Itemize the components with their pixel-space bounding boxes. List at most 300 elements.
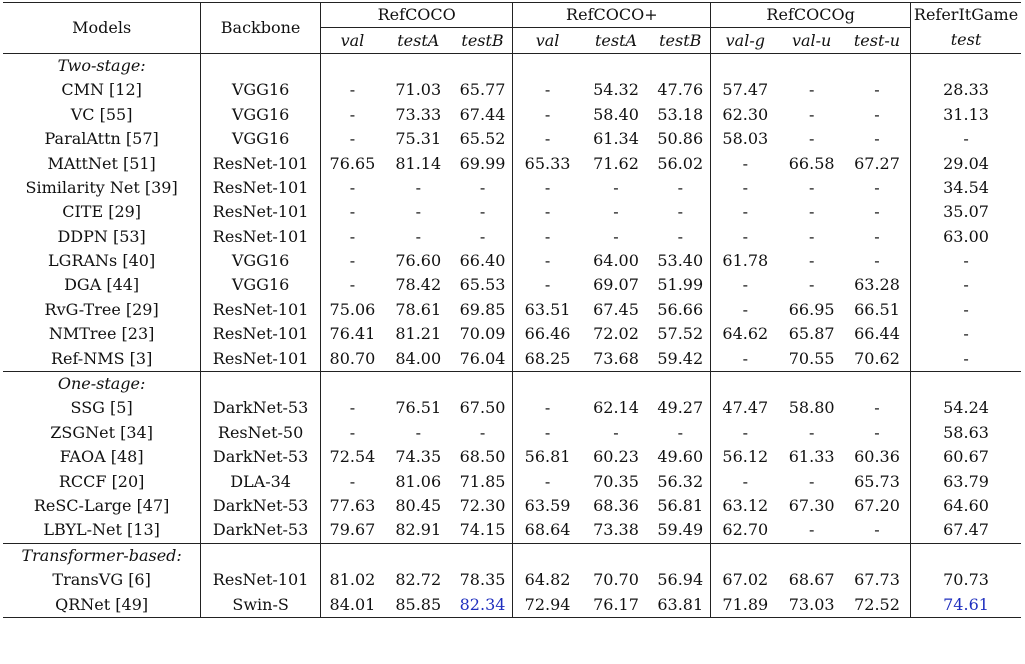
score-cell: - (650, 225, 710, 249)
score-cell: 59.49 (650, 518, 710, 543)
score-cell: 53.40 (650, 249, 710, 273)
score-cell: 60.67 (943, 447, 989, 467)
score-cell: 58.40 (593, 104, 639, 124)
score-cell: - (453, 421, 513, 445)
score-cell: - (544, 471, 551, 491)
score-cell: 80.45 (395, 496, 442, 515)
subcol-header: val-u (791, 30, 832, 50)
score-cell: - (544, 251, 551, 271)
table-row (3, 518, 1021, 543)
header-models: Models (3, 3, 201, 54)
score-cell: - (742, 422, 748, 442)
score-cell: 72.52 (844, 592, 911, 617)
score-cell: 66.44 (844, 322, 911, 346)
score-cell: 67.47 (943, 520, 989, 540)
score-cell: - (844, 249, 911, 273)
table-row (3, 592, 1021, 617)
score-cell: - (808, 520, 815, 540)
model-name: LBYL-Net [13] (3, 518, 201, 543)
score-cell: 56.02 (650, 151, 710, 175)
header-group-refcocog: RefCOCOg (711, 3, 911, 28)
score-cell: 57.52 (650, 322, 710, 346)
backbone-name: VGG16 (201, 273, 321, 297)
section-filler-cell (844, 53, 911, 78)
backbone-name: VGG16 (201, 78, 321, 102)
score-cell: 64.62 (722, 324, 769, 344)
score-cell: 67.45 (593, 299, 639, 319)
score-cell: 68.25 (524, 348, 571, 368)
score-cell: - (844, 200, 911, 224)
section-title: Transformer-based: (3, 543, 201, 568)
backbone-name: ResNet-101 (201, 346, 321, 371)
score-cell: - (544, 275, 551, 295)
model-name: ReSC-Large [47] (3, 494, 201, 518)
score-cell: 56.66 (650, 298, 710, 322)
model-name: ZSGNet [34] (3, 421, 201, 445)
score-cell: - (544, 202, 551, 222)
score-cell: - (742, 471, 748, 491)
score-cell: 72.30 (453, 494, 513, 518)
score-cell: 71.03 (395, 80, 442, 100)
section-filler-cell (711, 371, 780, 396)
score-cell: 76.41 (329, 324, 376, 344)
score-cell: - (650, 200, 710, 224)
score-cell: 58.63 (943, 422, 989, 442)
score-cell: 70.70 (593, 570, 639, 590)
backbone-name: DarkNet-53 (201, 396, 321, 420)
score-cell: 53.18 (650, 103, 710, 127)
model-name: CMN [12] (3, 78, 201, 102)
score-cell: 66.51 (844, 298, 911, 322)
score-cell: 71.62 (593, 153, 639, 173)
score-cell: 69.99 (453, 151, 513, 175)
score-cell: 75.31 (395, 129, 442, 149)
score-cell: - (963, 348, 969, 368)
section-filler-cell (779, 543, 844, 568)
table-row (3, 568, 1021, 592)
score-cell: - (808, 471, 815, 491)
table-row (3, 78, 1021, 102)
score-cell: - (742, 177, 748, 197)
section-filler-cell (650, 371, 710, 396)
model-name: NMTree [23] (3, 322, 201, 346)
score-cell: 69.07 (593, 275, 639, 295)
model-name: MAttNet [51] (3, 151, 201, 175)
score-cell: - (349, 177, 356, 197)
score-cell: - (963, 299, 969, 319)
score-cell: 61.78 (722, 251, 769, 271)
score-cell: 67.30 (788, 496, 835, 515)
score-cell: 72.94 (513, 592, 582, 617)
table-row (3, 298, 1021, 322)
header-group-referitgame: ReferItGame (911, 3, 1021, 28)
subcol-header: testB (650, 28, 710, 53)
score-cell: 47.76 (650, 78, 710, 102)
backbone-name: DarkNet-53 (201, 445, 321, 469)
section-filler-cell (650, 543, 710, 568)
score-cell: 66.95 (788, 299, 835, 319)
score-cell: - (963, 275, 969, 295)
score-cell: 65.53 (453, 273, 513, 297)
score-cell: - (844, 176, 911, 200)
header-row-groups (3, 3, 1021, 28)
score-cell: - (808, 104, 815, 124)
score-cell: 66.58 (788, 153, 835, 173)
score-cell: - (963, 251, 969, 271)
score-cell: - (742, 348, 748, 368)
score-cell: 56.81 (524, 447, 571, 467)
score-cell: - (844, 396, 911, 420)
score-cell: - (349, 422, 356, 442)
score-cell: - (453, 200, 513, 224)
score-cell: - (808, 275, 815, 295)
table-row (3, 249, 1021, 273)
table-row (3, 225, 1021, 249)
table-row (3, 469, 1021, 493)
model-name: CITE [29] (3, 200, 201, 224)
score-cell: - (963, 129, 969, 149)
section-row (3, 53, 1021, 78)
score-cell: - (808, 226, 815, 246)
score-cell: - (544, 422, 551, 442)
score-cell: - (613, 177, 619, 197)
table-row (3, 445, 1021, 469)
table-row (3, 200, 1021, 224)
score-cell: - (650, 421, 710, 445)
score-cell: - (808, 177, 815, 197)
model-name: DGA [44] (3, 273, 201, 297)
score-cell: 62.14 (593, 398, 639, 418)
section-filler-cell (711, 543, 780, 568)
model-name: DDPN [53] (3, 225, 201, 249)
score-cell: 78.35 (453, 568, 513, 592)
score-cell: - (415, 202, 421, 222)
score-cell: 63.59 (524, 496, 571, 515)
score-cell: - (808, 80, 815, 100)
section-filler-cell (453, 371, 513, 396)
model-name: SSG [5] (3, 396, 201, 420)
table-row (3, 151, 1021, 175)
table-row (3, 494, 1021, 518)
backbone-name: ResNet-50 (201, 421, 321, 445)
score-cell: 60.36 (844, 445, 911, 469)
score-cell: - (453, 225, 513, 249)
backbone-name: ResNet-101 (201, 568, 321, 592)
score-cell: 70.55 (788, 348, 835, 368)
model-name: RCCF [20] (3, 469, 201, 493)
backbone-name: ResNet-101 (201, 200, 321, 224)
backbone-name: DLA-34 (201, 469, 321, 493)
score-cell: 76.65 (329, 153, 376, 173)
score-cell: - (808, 129, 815, 149)
section-title: Two-stage: (3, 53, 201, 78)
score-cell: 70.09 (453, 322, 513, 346)
score-cell: 68.50 (453, 445, 513, 469)
model-name: FAOA [48] (3, 445, 201, 469)
score-cell: - (742, 226, 748, 246)
results-table-container (0, 2, 1023, 662)
score-cell: 71.85 (453, 469, 513, 493)
score-cell: 73.38 (593, 520, 639, 540)
score-cell: 79.67 (329, 520, 376, 540)
section-filler-cell (711, 53, 780, 78)
score-cell: 68.67 (788, 570, 835, 590)
score-cell: 65.33 (524, 153, 571, 173)
score-cell: 62.70 (722, 520, 769, 540)
model-name: Ref-NMS [3] (3, 346, 201, 371)
score-cell: 67.20 (844, 494, 911, 518)
score-cell: 49.60 (650, 445, 710, 469)
section-filler-cell (320, 53, 383, 78)
score-cell: 60.23 (593, 447, 639, 467)
score-cell: 34.54 (943, 177, 989, 197)
score-cell: 66.40 (453, 249, 513, 273)
table-row (3, 273, 1021, 297)
backbone-name: Swin-S (201, 592, 321, 617)
score-cell: 70.73 (943, 570, 989, 590)
score-cell: 57.47 (722, 80, 769, 100)
score-cell: 70.35 (593, 471, 639, 491)
section-filler-cell (779, 53, 844, 78)
score-cell: 56.81 (650, 494, 710, 518)
score-cell: 75.06 (329, 299, 376, 319)
score-cell: 78.61 (395, 299, 442, 319)
section-filler-cell (911, 371, 1021, 396)
score-cell: 82.34 (453, 592, 513, 617)
score-cell: 82.91 (395, 520, 442, 540)
score-cell: 54.24 (943, 398, 989, 418)
model-name: TransVG [6] (3, 568, 201, 592)
section-filler-cell (582, 543, 651, 568)
section-filler-cell (384, 371, 453, 396)
table-row (3, 396, 1021, 420)
score-cell: 67.50 (453, 396, 513, 420)
section-row (3, 371, 1021, 396)
score-cell: 47.47 (722, 398, 769, 418)
section-filler-cell (320, 543, 383, 568)
score-cell: - (742, 275, 748, 295)
section-filler-cell (844, 543, 911, 568)
model-name: LGRANs [40] (3, 249, 201, 273)
header-group-refcocoplus: RefCOCO+ (513, 3, 711, 28)
header-backbone: Backbone (201, 3, 321, 54)
score-cell: - (650, 176, 710, 200)
score-cell: 58.80 (788, 398, 835, 418)
score-cell: - (613, 226, 619, 246)
score-cell: 81.02 (329, 570, 376, 590)
section-filler-cell (911, 543, 1021, 568)
score-cell: - (844, 78, 911, 102)
score-cell: - (544, 104, 551, 124)
score-cell: - (808, 251, 815, 271)
model-name: Similarity Net [39] (3, 176, 201, 200)
section-filler-cell (453, 543, 513, 568)
score-cell: - (613, 202, 619, 222)
subcol-header: testB (453, 28, 513, 53)
score-cell: - (349, 129, 356, 149)
score-cell: - (453, 176, 513, 200)
score-cell: 73.33 (395, 104, 442, 124)
score-cell: - (544, 80, 551, 100)
score-cell: - (844, 225, 911, 249)
score-cell: - (544, 226, 551, 246)
score-cell: 65.87 (788, 324, 835, 344)
score-cell: - (349, 251, 356, 271)
score-cell: - (415, 226, 421, 246)
score-cell: - (808, 422, 815, 442)
score-cell: 67.73 (844, 568, 911, 592)
section-filler-cell (844, 371, 911, 396)
score-cell: 63.12 (722, 496, 769, 515)
score-cell: 78.42 (395, 275, 442, 295)
score-cell: 76.04 (453, 346, 513, 371)
model-name: ParalAttn [57] (3, 127, 201, 151)
score-cell: - (844, 518, 911, 543)
score-cell: 84.01 (320, 592, 383, 617)
section-filler-cell (779, 371, 844, 396)
model-name: VC [55] (3, 103, 201, 127)
score-cell: 65.52 (453, 127, 513, 151)
score-cell: 63.28 (844, 273, 911, 297)
score-cell: 35.07 (943, 202, 989, 222)
section-filler-cell (384, 53, 453, 78)
score-cell: - (349, 104, 356, 124)
score-cell: 64.00 (593, 251, 639, 271)
score-cell: 49.27 (650, 396, 710, 420)
score-cell: 67.44 (453, 103, 513, 127)
backbone-name: VGG16 (201, 103, 321, 127)
score-cell: 74.15 (453, 518, 513, 543)
score-cell: - (963, 324, 969, 344)
score-cell: 81.06 (395, 471, 442, 491)
score-cell: - (349, 275, 356, 295)
results-body (3, 53, 1021, 617)
score-cell: 76.17 (582, 592, 651, 617)
score-cell: - (415, 177, 421, 197)
score-cell: - (349, 398, 356, 418)
backbone-name: ResNet-101 (201, 151, 321, 175)
subcol-header: val-g (725, 30, 765, 50)
section-filler-cell (513, 543, 582, 568)
score-cell: - (349, 226, 356, 246)
score-cell: 73.03 (779, 592, 844, 617)
backbone-name: ResNet-101 (201, 176, 321, 200)
score-cell: 71.89 (711, 592, 780, 617)
score-cell: 85.85 (384, 592, 453, 617)
score-cell: 63.51 (524, 299, 571, 319)
score-cell: 72.54 (329, 447, 376, 467)
score-cell: - (844, 103, 911, 127)
section-filler-cell (582, 371, 651, 396)
score-cell: 76.51 (395, 398, 442, 418)
score-cell: 68.36 (593, 496, 639, 515)
score-cell: 50.86 (650, 127, 710, 151)
score-cell: 61.34 (593, 129, 639, 149)
section-filler-cell (650, 53, 710, 78)
score-cell: - (742, 153, 748, 173)
score-cell: 76.60 (395, 251, 442, 271)
score-cell: - (415, 422, 421, 442)
subcol-header: test-u (844, 28, 911, 53)
score-cell: 81.21 (395, 324, 442, 344)
section-filler-cell (582, 53, 651, 78)
score-cell: 61.33 (788, 447, 835, 467)
score-cell: 63.79 (943, 471, 989, 491)
score-cell: 64.82 (524, 570, 571, 590)
table-row (3, 103, 1021, 127)
section-filler-cell (513, 371, 582, 396)
score-cell: 28.33 (943, 80, 989, 100)
score-cell: 54.32 (593, 80, 639, 100)
backbone-name: VGG16 (201, 127, 321, 151)
score-cell: - (844, 421, 911, 445)
score-cell: 74.61 (911, 592, 1021, 617)
score-cell: 72.02 (593, 324, 639, 344)
score-cell: 62.30 (722, 104, 769, 124)
section-filler-cell (320, 371, 383, 396)
score-cell: 80.70 (329, 348, 376, 368)
backbone-name: ResNet-101 (201, 322, 321, 346)
backbone-name: DarkNet-53 (201, 518, 321, 543)
score-cell: - (544, 129, 551, 149)
score-cell: 81.14 (395, 153, 442, 173)
score-cell: 65.73 (844, 469, 911, 493)
section-filler-cell (453, 53, 513, 78)
score-cell: 73.68 (593, 348, 639, 368)
score-cell: - (613, 422, 619, 442)
backbone-name: VGG16 (201, 249, 321, 273)
score-cell: 31.13 (943, 104, 989, 124)
results-table (3, 2, 1021, 618)
score-cell: 29.04 (943, 153, 989, 173)
model-name: RvG-Tree [29] (3, 298, 201, 322)
table-row (3, 421, 1021, 445)
score-cell: 69.85 (453, 298, 513, 322)
section-row (3, 543, 1021, 568)
table-row (3, 127, 1021, 151)
backbone-name: ResNet-101 (201, 225, 321, 249)
score-cell: 65.77 (453, 78, 513, 102)
score-cell: 74.35 (395, 447, 442, 467)
backbone-name: ResNet-101 (201, 298, 321, 322)
score-cell: 51.99 (650, 273, 710, 297)
score-cell: - (349, 80, 356, 100)
header-group-refcoco: RefCOCO (320, 3, 513, 28)
score-cell: 77.63 (329, 496, 376, 515)
score-cell: - (544, 398, 551, 418)
subcol-header: testA (594, 30, 638, 50)
table-row (3, 176, 1021, 200)
section-filler-cell (201, 543, 321, 568)
score-cell: 63.81 (650, 592, 710, 617)
section-filler-cell (384, 543, 453, 568)
score-cell: 70.62 (844, 346, 911, 371)
score-cell: 59.42 (650, 346, 710, 371)
section-title: One-stage: (3, 371, 201, 396)
model-name: QRNet [49] (3, 592, 201, 617)
score-cell: - (742, 202, 748, 222)
score-cell: 67.02 (722, 570, 769, 590)
score-cell: - (349, 202, 356, 222)
subcol-header: val (535, 30, 560, 50)
score-cell: 64.60 (943, 496, 989, 515)
score-cell: - (844, 127, 911, 151)
score-cell: 56.94 (650, 568, 710, 592)
section-filler-cell (513, 53, 582, 78)
score-cell: 82.72 (395, 570, 442, 590)
table-row (3, 322, 1021, 346)
table-row (3, 346, 1021, 371)
